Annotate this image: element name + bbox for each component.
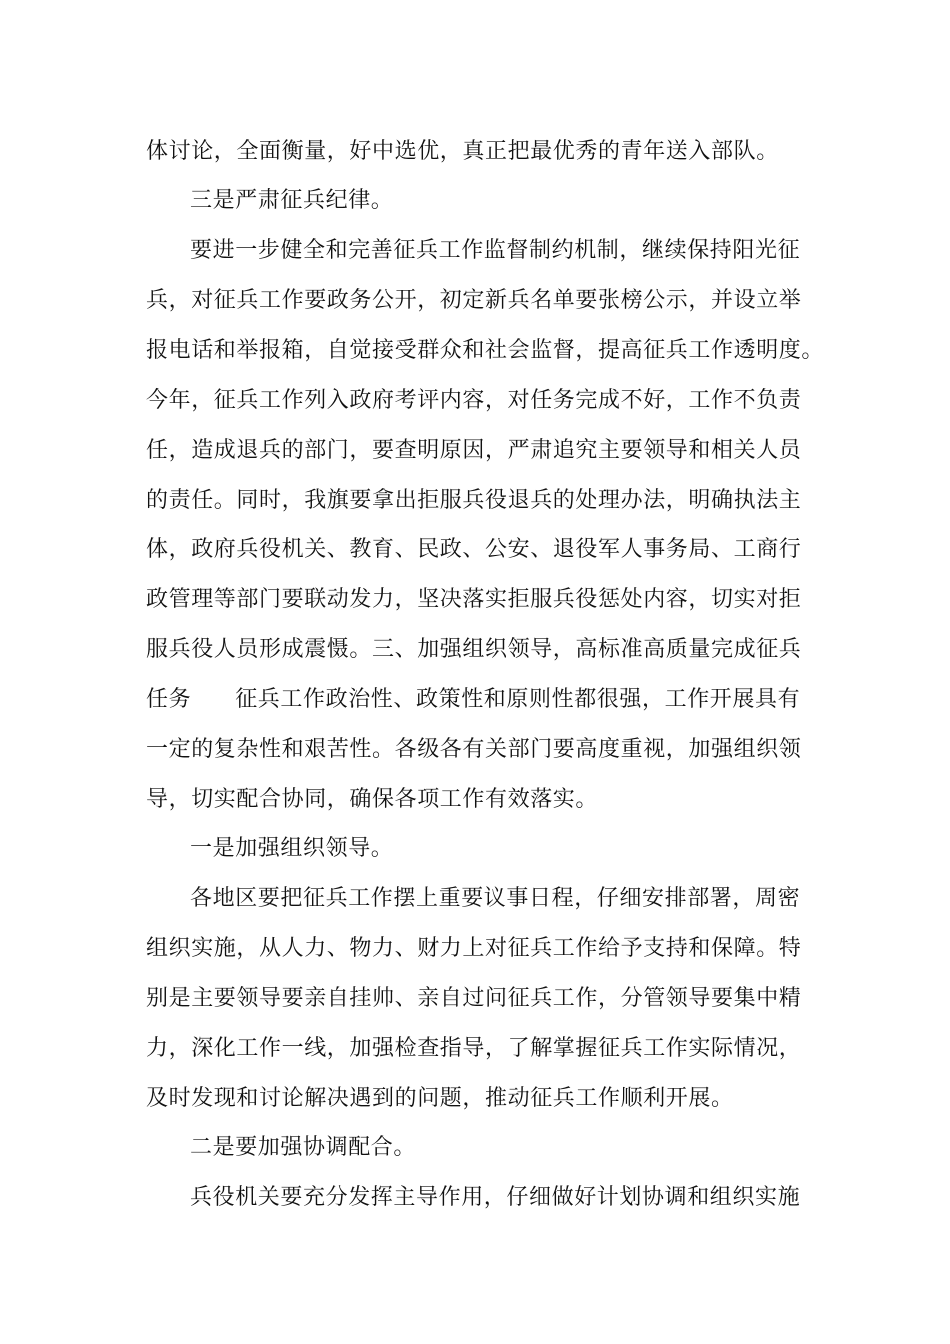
text-line: 任，造成退兵的部门，要查明原因，严肃追究主要领导和相关人员 (146, 438, 802, 463)
text-line: 服兵役人员形成震慑。三、加强组织领导，高标准高质量完成征兵 (146, 637, 802, 662)
text-line: 的责任。同时，我旗要拿出拒服兵役退兵的处理办法，明确执法主 (146, 488, 802, 513)
text-fragment-left: 任务 (146, 687, 192, 712)
text-line: 今年，征兵工作列入政府考评内容，对任务完成不好，工作不负责 (146, 388, 802, 413)
text-line: 组织实施，从人力、物力、财力上对征兵工作给予支持和保障。特 (146, 936, 802, 961)
text-line: 力，深化工作一线，加强检查指导，了解掌握征兵工作实际情况， (146, 1036, 802, 1061)
text-line-split (146, 685, 800, 715)
text-line: 各地区要把征兵工作摆上重要议事日程，仔细安排部署，周密 (190, 886, 801, 911)
text-line: 体讨论，全面衡量，好中选优，真正把最优秀的青年送入部队。 (146, 139, 779, 164)
text-line: 体，政府兵役机关、教育、民政、公安、退役军人事务局、工商行 (146, 537, 802, 562)
text-line: 导，切实配合协同，确保各项工作有效落实。 (146, 787, 599, 812)
text-line: 兵役机关要充分发挥主导作用，仔细做好计划协调和组织实施 (190, 1185, 801, 1210)
text-line: 别是主要领导要亲自挂帅、亲自过问征兵工作，分管领导要集中精 (146, 986, 802, 1011)
section-heading: 三是严肃征兵纪律。 (190, 188, 394, 213)
text-line: 一定的复杂性和艰苦性。各级各有关部门要高度重视，加强组织领 (146, 737, 802, 762)
text-line: 报电话和举报箱，自觉接受群众和社会监督，提高征兵工作透明度。 (146, 338, 825, 363)
section-heading: 二是要加强协调配合。 (190, 1135, 417, 1160)
section-heading: 一是加强组织领导。 (190, 836, 394, 861)
text-fragment-right: 征兵工作政治性、政策性和原则性都很强，工作开展具有 (235, 687, 801, 712)
text-line: 要进一步健全和完善征兵工作监督制约机制，继续保持阳光征 (190, 238, 801, 263)
text-line: 政管理等部门要联动发力，坚决落实拒服兵役惩处内容，切实对拒 (146, 587, 802, 612)
text-line: 兵，对征兵工作要政务公开，初定新兵名单要张榜公示，并设立举 (146, 288, 802, 313)
text-line: 及时发现和讨论解决遇到的问题，推动征兵工作顺利开展。 (146, 1086, 734, 1111)
